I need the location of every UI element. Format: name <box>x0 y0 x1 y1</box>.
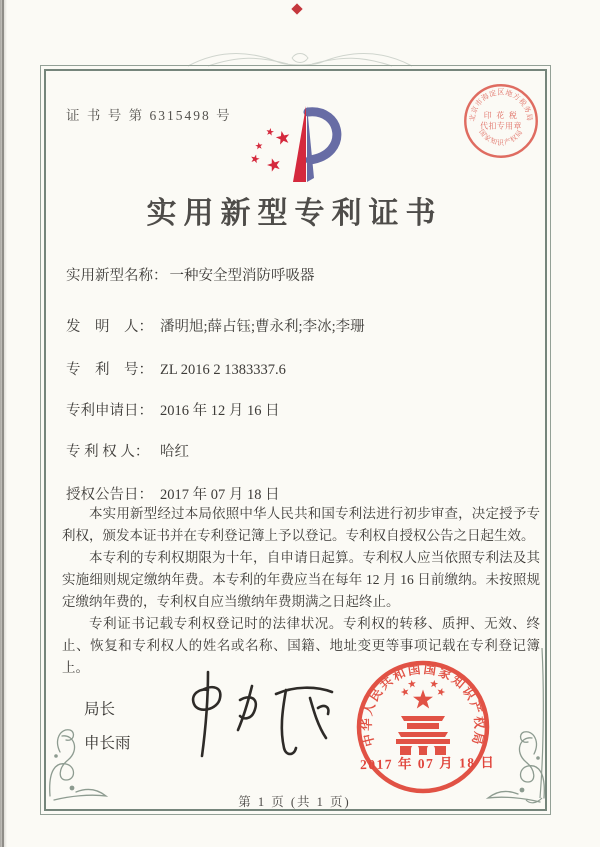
page-number: 第 1 页 (共 1 页) <box>238 795 351 809</box>
registration-mark-diamond <box>291 3 302 14</box>
tax-stamp-line2: 代扣专用章 <box>480 121 522 131</box>
director-signature <box>168 664 340 768</box>
national-emblem <box>396 679 450 755</box>
certificate-number: 证 书 号 第 6315498 号 <box>66 108 232 123</box>
field-utility-model-name <box>66 264 315 285</box>
field-value: 一种安全型消防呼吸器 <box>169 268 315 284</box>
certificate-title: 实用新型专利证书 <box>146 197 443 230</box>
field-patent-number <box>66 358 286 379</box>
logo-stars <box>250 127 291 172</box>
field-label: 发 明 人： <box>66 319 153 335</box>
field-label: 授权公告日： <box>66 487 153 503</box>
field-value: 2017 年 07 月 18 日 <box>160 487 280 503</box>
field-patentee <box>66 440 189 461</box>
tax-stamp-top-arc: 北京市海淀区地方税务局 <box>468 88 534 122</box>
field-label: 专利申请日： <box>66 403 153 419</box>
patent-office-logo <box>246 102 358 190</box>
logo-p-bowl <box>308 112 337 160</box>
director-name: 申长雨 <box>84 735 131 752</box>
stamp-tax-seal <box>454 74 548 168</box>
tax-stamp-bottom-arc: 国家知识产权局 <box>477 128 525 147</box>
field-value: ZL 2016 2 1383337.6 <box>160 362 286 378</box>
legal-paragraph-2: 本专利的专利权期限为十年，自申请日起算。专利权人应当依照专利法及其实施细则规定缴纳年费。本专利的年费应当在每年 12 月 16 日前缴纳。未按照规定缴纳年费的，专利权自应当缴纳年费期满之日起终止。 <box>62 550 540 609</box>
field-inventors <box>66 315 365 336</box>
director-title: 局长 <box>84 701 116 718</box>
field-value: 潘明旭;薛占钰;曹永利;李冰;李珊 <box>160 319 365 335</box>
field-value: 哈红 <box>160 444 189 460</box>
field-label: 实用新型名称： <box>66 268 168 284</box>
field-filing-date <box>66 399 280 420</box>
seal-arc-text: 中华人民共和国国家知识产权局 <box>359 662 487 748</box>
cnipa-official-seal <box>348 652 498 802</box>
seal-date: 2017 年 07 月 18 日 <box>359 754 496 773</box>
tax-stamp-line1: 印 花 税 <box>483 111 519 121</box>
logo-red-spike <box>293 106 306 182</box>
legal-paragraph-1: 本实用新型经过本局依照中华人民共和国专利法进行初步审查，决定授予专利权，颁发本证书并在专利登记簿上予以登记。专利权自授权公告之日起生效。 <box>62 506 540 543</box>
field-label: 专 利 权 人： <box>66 444 150 460</box>
field-label: 专 利 号： <box>66 362 153 378</box>
logo-blue-spike <box>307 106 314 182</box>
scan-edge-line <box>2 0 4 847</box>
field-grant-publication-date <box>66 483 280 504</box>
field-value: 2016 年 12 月 16 日 <box>160 403 280 419</box>
legal-paragraph-3: 专利证书记载专利权登记时的法律状况。专利权的转移、质押、无效、终止、恢复和专利权人的姓名或名称、国籍、地址变更等事项记载在专利登记簿上。 <box>62 616 540 675</box>
director-block <box>84 693 131 761</box>
